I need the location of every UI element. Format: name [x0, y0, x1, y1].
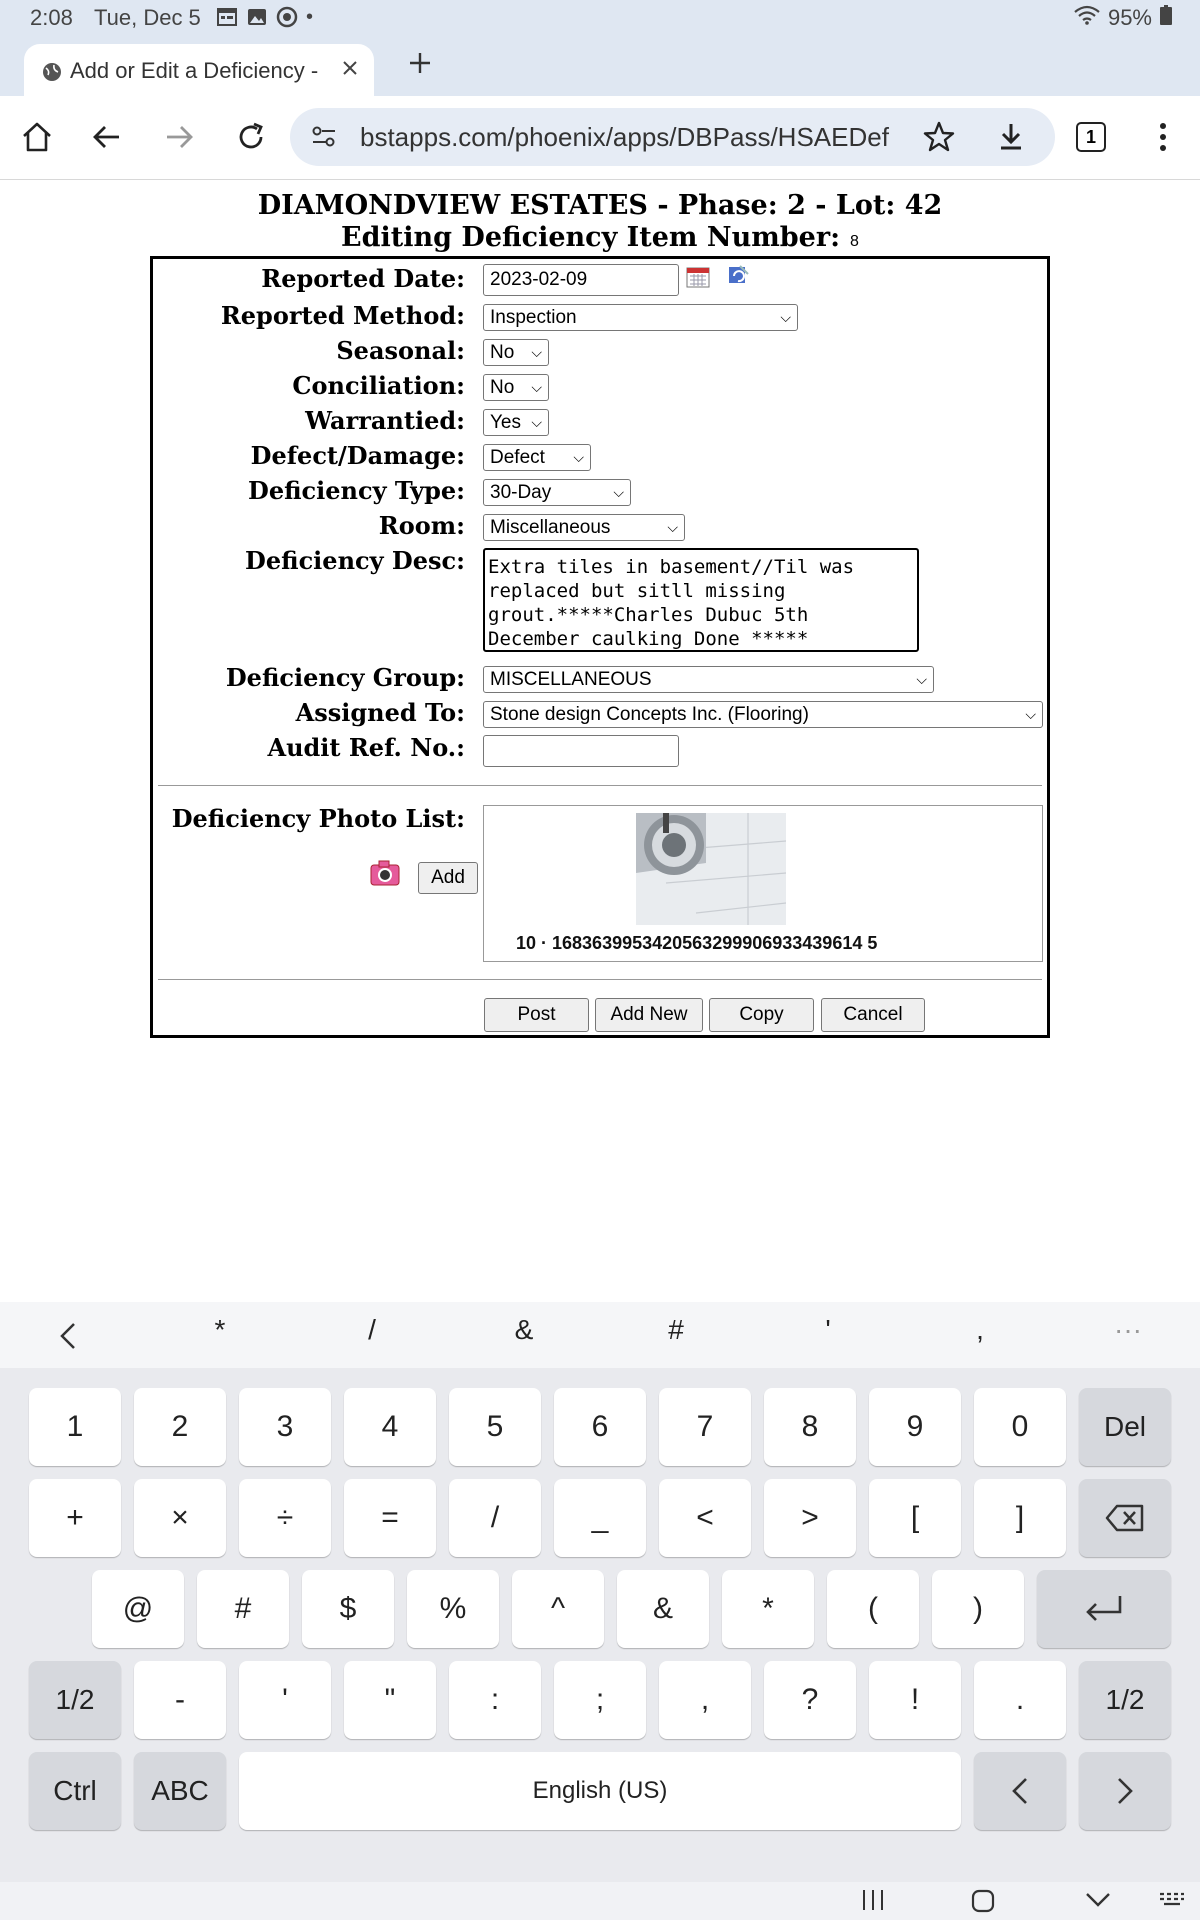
key[interactable]: ] — [974, 1479, 1066, 1557]
key[interactable]: @ — [92, 1570, 184, 1648]
camera-icon[interactable] — [370, 860, 400, 891]
key[interactable]: / — [449, 1479, 541, 1557]
deficiency-desc-label: Deficiency Desc: — [245, 546, 465, 575]
browser-toolbar — [0, 96, 1200, 180]
hide-keyboard-icon[interactable] — [1084, 1890, 1112, 1915]
add-photo-button[interactable]: Add — [418, 862, 478, 894]
assigned-to-select[interactable] — [483, 701, 1043, 728]
sync-notification-icon — [276, 6, 298, 28]
reload-icon[interactable] — [230, 116, 272, 158]
suggestion-key[interactable]: # — [668, 1314, 684, 1345]
backspace-key[interactable] — [1079, 1479, 1171, 1557]
assigned-to-value: Stone design Concepts Inc. (Flooring) — [490, 703, 809, 725]
chevron-down-icon: ⌵ — [1025, 706, 1036, 722]
enter-key[interactable] — [1037, 1570, 1171, 1648]
enter-icon — [1082, 1594, 1126, 1624]
battery-percent: 95% — [1107, 5, 1152, 30]
site-settings-icon[interactable] — [310, 123, 338, 156]
section-divider — [158, 785, 1042, 786]
suggestion-key[interactable]: ' — [825, 1314, 831, 1345]
chevron-down-icon: ⌵ — [667, 519, 678, 535]
photo-caption: 10 · 1683639953420563299906933439614 5 — [516, 933, 878, 953]
defect-damage-select[interactable] — [483, 444, 591, 471]
system-nav-bar — [0, 1882, 1200, 1920]
key[interactable]: 9 — [869, 1388, 961, 1466]
photo-list-label: Deficiency Photo List: — [171, 804, 465, 833]
abc-key[interactable]: ABC — [134, 1752, 226, 1830]
conciliation-value: No — [490, 376, 515, 398]
key[interactable]: % — [407, 1570, 499, 1648]
key[interactable]: 4 — [344, 1388, 436, 1466]
recents-icon[interactable] — [860, 1888, 886, 1917]
assigned-to-label: Assigned To: — [295, 698, 465, 727]
reported-method-value: Inspection — [490, 306, 577, 328]
deficiency-type-value: 30-Day — [490, 481, 552, 503]
key[interactable]: : — [449, 1661, 541, 1739]
key[interactable]: " — [344, 1661, 436, 1739]
status-date: Tue, Dec 5 — [94, 5, 201, 30]
conciliation-select[interactable] — [483, 374, 549, 401]
bookmark-star-icon[interactable] — [922, 120, 956, 159]
key[interactable]: [ — [869, 1479, 961, 1557]
url-text[interactable]: bstapps.com/phoenix/apps/DBPass/HSAEDef — [360, 122, 889, 152]
download-icon[interactable] — [994, 120, 1028, 159]
cursor-left-key[interactable] — [974, 1752, 1066, 1830]
overflow-menu-icon[interactable] — [1142, 116, 1184, 158]
key[interactable]: _ — [554, 1479, 646, 1557]
deficiency-group-select[interactable] — [483, 666, 934, 693]
key[interactable]: × — [134, 1479, 226, 1557]
key[interactable]: ÷ — [239, 1479, 331, 1557]
reported-date-value: 2023-02-09 — [490, 269, 588, 290]
chevron-down-icon: ⌵ — [916, 671, 927, 687]
calendar-icon[interactable] — [686, 265, 710, 294]
seasonal-value: No — [490, 341, 515, 363]
key[interactable]: 5 — [449, 1388, 541, 1466]
deficiency-type-label: Deficiency Type: — [248, 476, 465, 505]
deficiency-photo-thumbnail[interactable] — [636, 813, 786, 925]
delete-key[interactable]: Del — [1079, 1388, 1171, 1466]
cancel-button[interactable]: Cancel — [821, 998, 925, 1032]
wifi-icon — [1074, 5, 1100, 31]
ctrl-key[interactable]: Ctrl — [29, 1752, 121, 1830]
key[interactable]: . — [974, 1661, 1066, 1739]
deficiency-desc-textarea[interactable]: Extra tiles in basement//Til was replaced but sitll missing grout.*****Charles Dubuc 5th December caulking Done ***** — [483, 548, 919, 652]
seasonal-label: Seasonal: — [336, 336, 465, 365]
room-label: Room: — [378, 511, 465, 540]
reported-date-input[interactable] — [483, 264, 679, 296]
suggestion-back-icon[interactable] — [56, 1320, 80, 1357]
key[interactable]: < — [659, 1479, 751, 1557]
chevron-down-icon: ⌵ — [613, 484, 624, 500]
key[interactable]: = — [344, 1479, 436, 1557]
key[interactable]: 8 — [764, 1388, 856, 1466]
post-button[interactable]: Post — [484, 998, 589, 1032]
status-time: 2:08 — [30, 5, 73, 30]
defect-damage-label: Defect/Damage: — [250, 441, 465, 470]
browser-tab[interactable] — [24, 44, 374, 96]
status-bar — [0, 0, 1200, 36]
suggestion-key[interactable]: / — [368, 1314, 376, 1345]
warrantied-select[interactable] — [483, 409, 549, 436]
close-tab-icon[interactable] — [338, 56, 362, 85]
key[interactable]: ! — [869, 1661, 961, 1739]
chevron-down-icon: ⌵ — [531, 414, 542, 430]
key[interactable]: ? — [764, 1661, 856, 1739]
address-bar[interactable] — [290, 108, 1055, 166]
section-divider — [158, 979, 1042, 980]
chevron-down-icon: ⌵ — [531, 379, 542, 395]
chevron-down-icon: ⌵ — [531, 344, 542, 360]
chevron-down-icon: ⌵ — [780, 309, 791, 325]
backspace-icon — [1105, 1504, 1145, 1532]
home-nav-icon[interactable] — [970, 1888, 996, 1919]
audit-ref-input[interactable] — [483, 735, 679, 767]
tab-count: 1 — [1076, 122, 1106, 152]
suggestion-key[interactable]: , — [976, 1314, 984, 1345]
page-title: DIAMONDVIEW ESTATES - Phase: 2 - Lot: 42 — [257, 190, 943, 221]
reported-date-label: Reported Date: — [261, 264, 465, 293]
chevron-right-icon — [1115, 1775, 1135, 1807]
keyboard-switch-icon[interactable] — [1158, 1890, 1186, 1917]
reported-method-select[interactable] — [483, 304, 798, 331]
forward-arrow-icon[interactable] — [158, 116, 200, 158]
notification-icons — [216, 6, 313, 28]
key[interactable]: , — [659, 1661, 751, 1739]
chevron-left-icon — [1010, 1775, 1030, 1807]
key[interactable]: ( — [827, 1570, 919, 1648]
key[interactable]: 1 — [29, 1388, 121, 1466]
subtitle-text: Editing Deficiency Item Number: — [341, 222, 841, 253]
battery-icon — [1160, 5, 1172, 31]
page-subtitle — [0, 222, 1200, 253]
suggestion-more[interactable]: ··· — [1114, 1314, 1142, 1345]
warrantied-value: Yes — [490, 411, 521, 433]
room-value: Miscellaneous — [490, 516, 611, 538]
defect-damage-value: Defect — [490, 446, 545, 468]
key[interactable]: $ — [302, 1570, 394, 1648]
key[interactable]: 3 — [239, 1388, 331, 1466]
key[interactable]: ; — [554, 1661, 646, 1739]
copy-button[interactable]: Copy — [709, 998, 814, 1032]
suggestion-key[interactable]: * — [214, 1314, 226, 1345]
key[interactable]: - — [134, 1661, 226, 1739]
on-screen-keyboard — [0, 1302, 1200, 1882]
new-tab-icon[interactable] — [405, 48, 435, 83]
deficiency-group-label: Deficiency Group: — [225, 663, 465, 692]
key[interactable]: ' — [239, 1661, 331, 1739]
conciliation-label: Conciliation: — [292, 371, 465, 400]
space-key[interactable]: English (US) — [239, 1752, 961, 1830]
tab-title: Add or Edit a Deficiency - — [70, 58, 319, 83]
deficiency-group-value: MISCELLANEOUS — [490, 668, 652, 690]
more-notifications-dot: • — [306, 6, 314, 28]
key[interactable]: + — [29, 1479, 121, 1557]
globe-icon — [42, 62, 62, 87]
reported-method-label: Reported Method: — [220, 301, 465, 330]
chevron-down-icon: ⌵ — [573, 449, 584, 465]
item-number: 8 — [850, 233, 859, 250]
seasonal-select[interactable] — [483, 339, 549, 366]
key[interactable]: 7 — [659, 1388, 751, 1466]
tab-strip — [0, 36, 1200, 96]
key[interactable]: 0 — [974, 1388, 1066, 1466]
photo-list-box — [483, 805, 1043, 962]
suggestion-key[interactable]: & — [514, 1314, 534, 1345]
key[interactable]: & — [617, 1570, 709, 1648]
audit-ref-label: Audit Ref. No.: — [267, 733, 465, 762]
key[interactable]: # — [197, 1570, 289, 1648]
add-new-button[interactable]: Add New — [595, 998, 703, 1032]
keyboard-keys — [0, 1368, 1200, 1882]
home-icon[interactable] — [16, 116, 58, 158]
key[interactable]: > — [764, 1479, 856, 1557]
key[interactable]: ^ — [512, 1570, 604, 1648]
keyboard-suggestion-bar — [0, 1302, 1200, 1368]
back-arrow-icon[interactable] — [86, 116, 128, 158]
symbol-page-key[interactable]: 1/2 — [1079, 1661, 1171, 1739]
deficiency-type-select[interactable] — [483, 479, 631, 506]
cursor-right-key[interactable] — [1079, 1752, 1171, 1830]
key[interactable]: 2 — [134, 1388, 226, 1466]
calendar-notification-icon — [216, 6, 238, 28]
room-select[interactable] — [483, 514, 685, 541]
gallery-notification-icon — [246, 6, 268, 28]
refresh-date-icon[interactable] — [726, 264, 750, 293]
tab-switcher-button[interactable] — [1070, 116, 1112, 158]
warrantied-label: Warrantied: — [305, 406, 465, 435]
key[interactable]: ) — [932, 1570, 1024, 1648]
key[interactable]: * — [722, 1570, 814, 1648]
key[interactable]: 6 — [554, 1388, 646, 1466]
symbol-page-key[interactable]: 1/2 — [29, 1661, 121, 1739]
